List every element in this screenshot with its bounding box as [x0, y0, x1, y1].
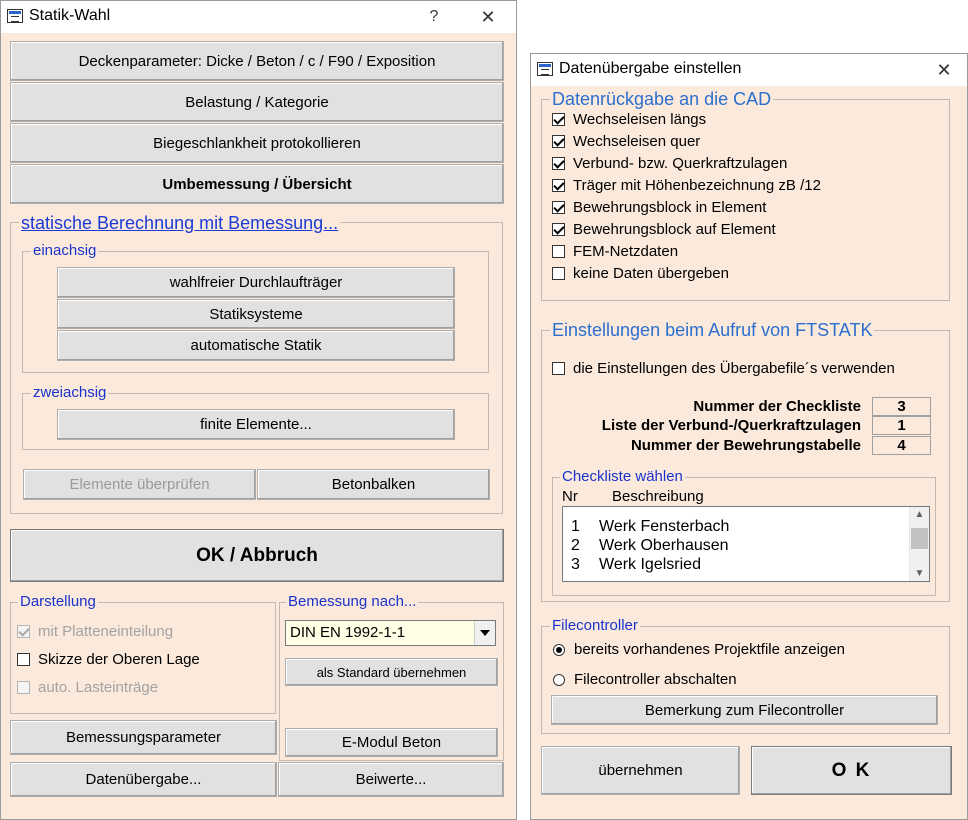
list-item-nr: 1 [571, 518, 580, 535]
auto-lasteintraege-checkbox[interactable] [17, 679, 158, 696]
checkbox-label: mit Platteneinteilung [38, 623, 174, 640]
bemessung-label: Bemessung nach... [288, 593, 417, 610]
title-bar [531, 54, 967, 86]
darstellung-label: Darstellung [20, 593, 96, 610]
listbox-scrollbar[interactable] [909, 507, 929, 581]
checkbox-label: auto. Lasteinträge [38, 679, 159, 696]
platteneinteilung-checkbox[interactable] [17, 623, 173, 640]
list-item-nr: 2 [571, 537, 580, 554]
fem-netzdaten-checkbox[interactable] [552, 243, 678, 260]
zweiachsig-label: zweiachsig [33, 384, 107, 401]
bemessung-norm-select[interactable] [285, 620, 496, 646]
col-beschreibung-header: Beschreibung [612, 488, 704, 505]
cad-group-title: Datenrückgabe an die CAD [552, 89, 772, 109]
wechseleisen-quer-checkbox[interactable] [552, 133, 700, 150]
checkbox-label: Skizze der Oberen Lage [38, 651, 200, 668]
checkliste-nummer-value: 3 [872, 397, 931, 416]
deckenparameter-button[interactable]: Deckenparameter: Dicke / Beton / c / F90 / Exposition [10, 41, 504, 81]
list-item[interactable] [571, 556, 701, 574]
checkbox-box [552, 245, 565, 258]
biegeschlankheit-button[interactable]: Biegeschlankheit protokollieren [10, 123, 504, 163]
elemente-ueberpruefen-button[interactable]: Elemente überprüfen [23, 469, 256, 500]
app-icon [7, 9, 23, 23]
checkbox-box [552, 267, 565, 280]
list-item-nr: 3 [571, 556, 580, 573]
projektfile-anzeigen-radio[interactable] [553, 641, 845, 658]
checkbox-label: Bewehrungsblock auf Element [573, 221, 776, 238]
checkliste-nummer-label: Nummer der Checkliste [693, 398, 861, 415]
list-item-name: Werk Fensterbach [599, 518, 730, 535]
radio-dot [553, 644, 565, 656]
skizze-obere-lage-checkbox[interactable] [17, 651, 200, 668]
checkbox-box [17, 681, 30, 694]
querkraftzulagen-checkbox[interactable] [552, 155, 787, 172]
select-value: DIN EN 1992-1-1 [290, 624, 406, 641]
filecontroller-label: Filecontroller [552, 617, 638, 634]
bemerkung-filecontroller-button[interactable]: Bemerkung zum Filecontroller [551, 695, 938, 725]
checkbox-box [552, 135, 565, 148]
datenuebergabe-button[interactable]: Datenübergabe... [10, 762, 277, 797]
checkbox-label: die Einstellungen des Übergabefile´s verwenden [573, 360, 895, 377]
statiksysteme-button[interactable]: Statiksysteme [57, 299, 455, 329]
checkbox-label: keine Daten übergeben [573, 265, 729, 282]
uebergabefile-checkbox[interactable] [552, 360, 895, 377]
list-item[interactable] [571, 537, 729, 555]
checkbox-box [17, 625, 30, 638]
checkbox-box [552, 113, 565, 126]
wechseleisen-laengs-checkbox[interactable] [552, 111, 706, 128]
window-title: Statik-Wahl [29, 7, 111, 24]
finite-elemente-button[interactable]: finite Elemente... [57, 409, 455, 440]
checkbox-box [552, 179, 565, 192]
scroll-thumb[interactable] [911, 528, 928, 549]
dropdown-arrow-icon[interactable] [474, 621, 495, 645]
window-title: Datenübergabe einstellen [559, 60, 742, 77]
checkbox-box [552, 223, 565, 236]
uebernehmen-button[interactable]: übernehmen [541, 746, 740, 795]
checkbox-box [552, 157, 565, 170]
checkbox-box [17, 653, 30, 666]
col-nr-header: Nr [562, 488, 578, 505]
bewehrungstabelle-label: Nummer der Bewehrungstabelle [630, 437, 861, 454]
checkbox-label: Bewehrungsblock in Element [573, 199, 767, 216]
list-item-name: Werk Oberhausen [599, 537, 729, 554]
bemessungsparameter-button[interactable]: Bemessungsparameter [10, 720, 277, 755]
bewehrungsblock-auf-checkbox[interactable] [552, 221, 776, 238]
checkbox-label: Träger mit Höhenbezeichnung zB /12 [573, 177, 821, 194]
betonbalken-button[interactable]: Betonbalken [257, 469, 490, 500]
datenuebergabe-window [530, 53, 968, 820]
als-standard-button[interactable]: als Standard übernehmen [285, 658, 498, 686]
help-icon[interactable]: ? [429, 8, 439, 25]
checkbox-label: Wechseleisen quer [573, 133, 701, 150]
radio-label: Filecontroller abschalten [574, 671, 737, 688]
einachsig-label: einachsig [33, 242, 97, 259]
list-item[interactable] [571, 518, 729, 536]
checkbox-label: Verbund- bzw. Querkraftzulagen [573, 155, 788, 172]
ok-abbruch-button[interactable]: OK / Abbruch [10, 529, 504, 582]
scroll-up-icon[interactable]: ▲ [914, 509, 925, 520]
bewehrungstabelle-value: 4 [872, 436, 931, 455]
filecontroller-abschalten-radio[interactable] [553, 671, 737, 688]
querkraftzulagen-liste-value: 1 [872, 416, 931, 435]
checkbox-label: Wechseleisen längs [573, 111, 707, 128]
app-icon [537, 62, 553, 76]
title-bar [1, 1, 516, 33]
statik-group-title[interactable]: statische Berechnung mit Bemessung... [21, 213, 339, 233]
automatische-statik-button[interactable]: automatische Statik [57, 330, 455, 361]
radio-dot [553, 674, 565, 686]
ftstatk-group-title: Einstellungen beim Aufruf von FTSTATK [552, 320, 873, 340]
scroll-down-icon[interactable]: ▼ [914, 568, 925, 579]
checkbox-label: FEM-Netzdaten [573, 243, 679, 260]
checkbox-box [552, 362, 565, 375]
belastung-button[interactable]: Belastung / Kategorie [10, 82, 504, 122]
traeger-hoehenbezeichnung-checkbox[interactable] [552, 177, 821, 194]
close-icon[interactable]: ✕ [480, 7, 496, 27]
keine-daten-checkbox[interactable] [552, 265, 729, 282]
checkliste-label: Checkliste wählen [562, 468, 683, 485]
checkliste-listbox[interactable] [562, 506, 930, 582]
list-item-name: Werk Igelsried [599, 556, 701, 573]
e-modul-beton-button[interactable]: E-Modul Beton [285, 728, 498, 757]
umbemessung-button[interactable]: Umbemessung / Übersicht [10, 164, 504, 204]
radio-label: bereits vorhandenes Projektfile anzeigen [574, 641, 846, 658]
checkbox-box [552, 201, 565, 214]
ok-button[interactable]: O K [751, 746, 952, 795]
querkraftzulagen-liste-label: Liste der Verbund-/Querkraftzulagen [601, 417, 861, 434]
beiwerte-button[interactable]: Beiwerte... [278, 762, 504, 797]
bewehrungsblock-in-checkbox[interactable] [552, 199, 766, 216]
close-icon[interactable]: ✕ [936, 60, 952, 80]
durchlauftraeger-button[interactable]: wahlfreier Durchlaufträger [57, 267, 455, 298]
